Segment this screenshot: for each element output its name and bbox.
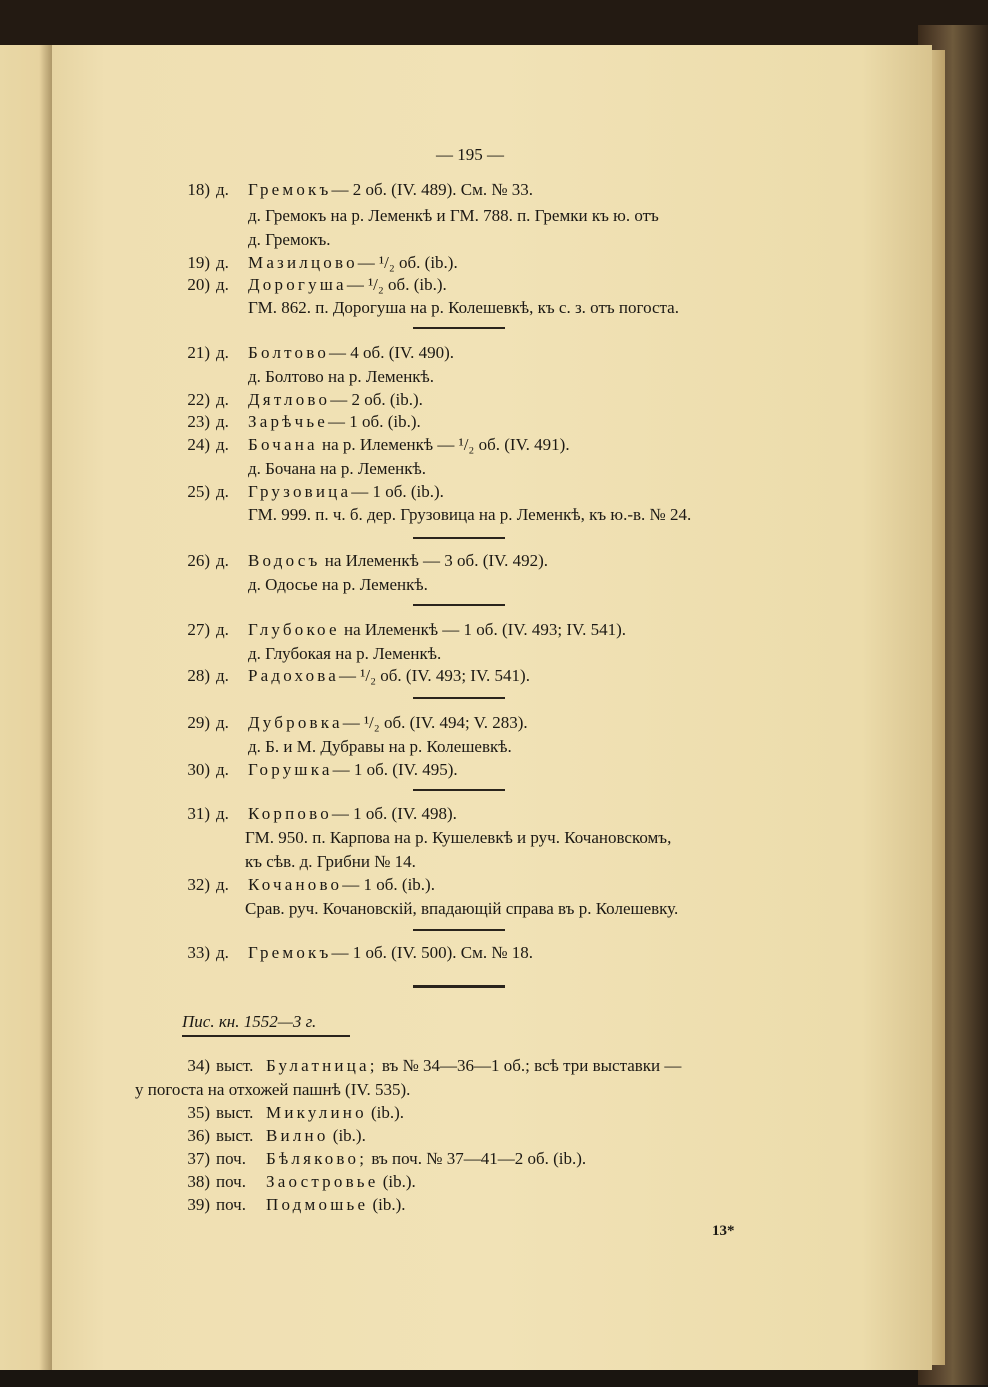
- entry-number: 24): [187, 435, 210, 454]
- entry-continuation: д. Одосье на р. Леменкѣ.: [248, 575, 428, 594]
- entry-rest: — 1 об. (ib.).: [328, 412, 421, 431]
- entry-prefix: д.: [216, 343, 229, 362]
- divider-rule: [413, 929, 505, 931]
- entry-continuation: д. Гремокъ на р. Леменкѣ и ГМ. 788. п. Гремки къ ю. отъ: [248, 206, 659, 225]
- entry-rest: — 4 об. (IV. 490).: [329, 343, 455, 362]
- section-title-underline: [182, 1035, 350, 1037]
- entry-continuation: д. Гремокъ.: [248, 230, 331, 249]
- place-name: Корпово: [248, 804, 332, 823]
- entry-number: 30): [187, 760, 210, 779]
- entry-number: 39): [187, 1195, 210, 1214]
- entry-prefix: д.: [216, 180, 229, 199]
- entry-number: 36): [187, 1126, 210, 1145]
- entry-number: 32): [187, 875, 210, 894]
- entry-prefix: д.: [216, 875, 229, 894]
- place-name: Грузовица: [248, 482, 352, 501]
- entry-rest: — ¹/₂ об. (ib.).: [357, 253, 458, 272]
- entry-prefix: д.: [216, 943, 229, 962]
- entry-number: 27): [187, 620, 210, 639]
- place-name: Горушка: [248, 760, 333, 779]
- entry-rest: — ¹/₂ об. (IV. 494; V. 283).: [342, 713, 528, 732]
- entry-prefix: д.: [216, 620, 229, 639]
- entry-rest: — 1 об. (ib.).: [351, 482, 444, 501]
- entry-rest: — 1 об. (IV. 498).: [331, 804, 457, 823]
- entry-number: 31): [187, 804, 210, 823]
- entry-rest: (ib.).: [382, 1172, 416, 1191]
- entry-rest: (ib.).: [371, 1103, 405, 1122]
- place-name: Бѣляково;: [266, 1149, 368, 1168]
- entry-rest: — ¹/₂ об. (IV. 493; IV. 541).: [339, 666, 530, 685]
- entry-continuation: д. Б. и М. Дубравы на р. Колешевкѣ.: [248, 737, 512, 756]
- entry-prefix: выст.: [216, 1126, 254, 1145]
- entry-number: 35): [187, 1103, 210, 1122]
- entry-number: 29): [187, 713, 210, 732]
- entry-rest: — 2 об. (IV. 489). См. № 33.: [331, 180, 534, 199]
- place-name: Дятлово: [248, 390, 331, 409]
- entry-continuation: д. Бочана на р. Леменкѣ.: [248, 459, 426, 478]
- entry-prefix: выст.: [216, 1103, 254, 1122]
- entry-prefix: д.: [216, 760, 229, 779]
- place-name: Микулино: [266, 1103, 367, 1122]
- entry-continuation: Срав. руч. Кочановскій, впадающій справа въ р. Колешевку.: [245, 899, 679, 918]
- entry-rest: — 1 об. (IV. 495).: [332, 760, 458, 779]
- entry-rest: въ поч. № 37—41—2 об. (ib.).: [371, 1149, 587, 1168]
- section-title: Пис. кн. 1552—3 г.: [182, 1012, 317, 1031]
- place-name: Болтово: [248, 343, 330, 362]
- entry-rest: — 2 об. (ib.).: [330, 390, 423, 409]
- entry-number: 23): [187, 412, 210, 431]
- entry-rest: на Илеменкѣ — 3 об. (IV. 492).: [324, 551, 549, 570]
- entry-prefix: поч.: [216, 1172, 246, 1191]
- entry-number: 26): [187, 551, 210, 570]
- entry-prefix: д.: [216, 275, 229, 294]
- place-name: Заостровье: [266, 1172, 379, 1191]
- entry-prefix: д.: [216, 253, 229, 272]
- entry-continuation: ГМ. 950. п. Карпова на р. Кушелевкѣ и руч. Кочановскомъ,: [245, 828, 672, 847]
- entry-number: 21): [187, 343, 210, 362]
- entry-continuation: ГМ. 999. п. ч. б. дер. Грузовица на р. Леменкѣ, къ ю.-в. № 24.: [248, 505, 692, 524]
- entry-continuation: ГМ. 862. п. Дорогуша на р. Колешевкѣ, къ с. з. отъ погоста.: [248, 298, 679, 317]
- entry-continuation: д. Глубокая на р. Леменкѣ.: [248, 644, 442, 663]
- place-name: Дубровка: [248, 713, 343, 732]
- entry-prefix: поч.: [216, 1195, 246, 1214]
- entry-number: 20): [187, 275, 210, 294]
- entry-prefix: д.: [216, 482, 229, 501]
- place-name: Гремокъ: [248, 943, 332, 962]
- entry-prefix: д.: [216, 551, 229, 570]
- entry-rest: — ¹/₂ об. (ib.).: [346, 275, 447, 294]
- entry-rest: — 1 об. (ib.).: [342, 875, 435, 894]
- signature-mark: 13*: [712, 1223, 735, 1239]
- entry-rest: на Илеменкѣ — 1 об. (IV. 493; IV. 541).: [343, 620, 626, 639]
- entry-prefix: д.: [216, 412, 229, 431]
- place-name: Водосъ: [248, 551, 321, 570]
- entry-continuation: у погоста на отхожей пашнѣ (IV. 535).: [135, 1080, 411, 1099]
- entry-number: 33): [187, 943, 210, 962]
- entry-number: 25): [187, 482, 210, 501]
- entry-number: 22): [187, 390, 210, 409]
- entry-rest: въ № 34—36—1 об.; всѣ три выставки —: [381, 1056, 682, 1075]
- entry-number: 19): [187, 253, 210, 272]
- entry-continuation: къ сѣв. д. Грибни № 14.: [245, 852, 416, 871]
- place-name: Бочана: [248, 435, 318, 454]
- entry-prefix: д.: [216, 390, 229, 409]
- place-name: Глубокое: [248, 620, 340, 639]
- entry-prefix: поч.: [216, 1149, 246, 1168]
- place-name: Подмошье: [266, 1195, 369, 1214]
- entry-rest: (ib.).: [332, 1126, 366, 1145]
- place-name: Дорогуша: [248, 275, 347, 294]
- entry-prefix: д.: [216, 713, 229, 732]
- divider-rule: [413, 789, 505, 791]
- entry-prefix: д.: [216, 435, 229, 454]
- divider-rule: [413, 327, 505, 329]
- entry-prefix: выст.: [216, 1056, 254, 1075]
- entry-prefix: д.: [216, 804, 229, 823]
- divider-rule: [413, 604, 505, 606]
- divider-rule: [413, 697, 505, 699]
- place-name: Мазилцово: [248, 253, 358, 272]
- place-name: Кочаново: [248, 875, 343, 894]
- section-divider-rule: [413, 985, 505, 988]
- place-name: Вилно: [266, 1126, 329, 1145]
- entry-number: 28): [187, 666, 210, 685]
- page-number-header: — 195 —: [436, 145, 504, 164]
- entry-number: 34): [187, 1056, 210, 1075]
- entry-prefix: д.: [216, 666, 229, 685]
- entry-rest: (ib.).: [372, 1195, 406, 1214]
- place-name: Зарѣчье: [248, 412, 329, 431]
- entry-number: 38): [187, 1172, 210, 1191]
- entry-number: 37): [187, 1149, 210, 1168]
- place-name: Булатница;: [266, 1056, 378, 1075]
- place-name: Радохова: [248, 666, 340, 685]
- entry-number: 18): [187, 180, 210, 199]
- place-name: Гремокъ: [248, 180, 332, 199]
- entry-rest: — 1 об. (IV. 500). См. № 18.: [331, 943, 534, 962]
- divider-rule: [413, 537, 505, 539]
- entry-rest: на р. Илеменкѣ — ¹/₂ об. (IV. 491).: [322, 435, 570, 454]
- entry-continuation: д. Болтово на р. Леменкѣ.: [248, 367, 435, 386]
